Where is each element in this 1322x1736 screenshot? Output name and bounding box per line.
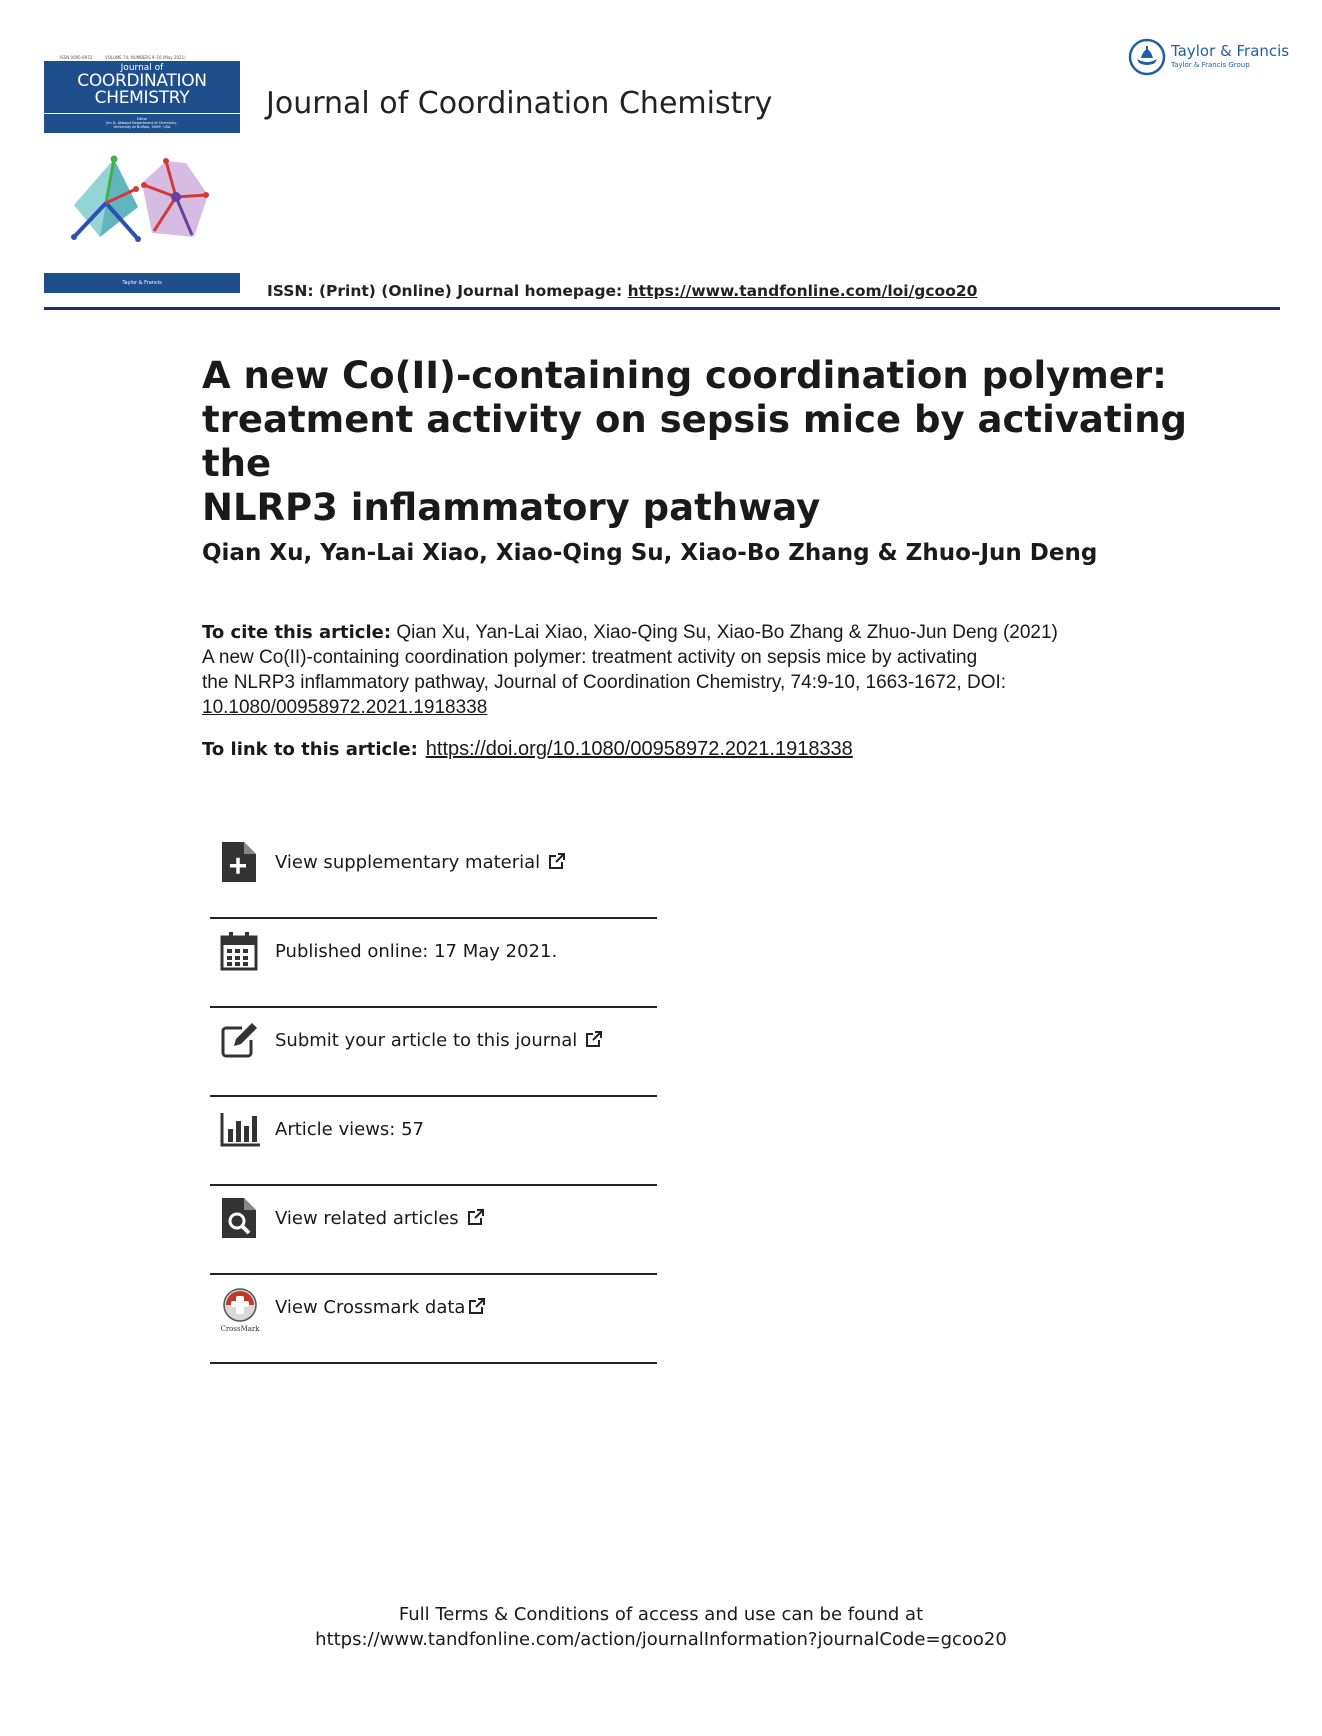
cover-molecule-image — [66, 155, 216, 245]
cover-journal-of: Journal of — [120, 63, 164, 73]
submit-article[interactable]: Submit your article to this journal — [210, 1008, 657, 1097]
journal-homepage-link[interactable]: https://www.tandfonline.com/loi/gcoo20 — [627, 282, 978, 300]
journal-title[interactable]: Journal of Coordination Chemistry — [266, 86, 773, 121]
search-document-icon — [220, 1198, 260, 1238]
article-authors: Qian Xu, Yan-Lai Xiao, Xiao-Qing Su, Xiao-Bo Zhang & Zhuo-Jun Deng — [202, 540, 1098, 566]
cover-journal-name-1: COORDINATION — [77, 71, 207, 91]
link-label: To link to this article: — [202, 739, 418, 760]
published-online: Published online: 17 May 2021. — [210, 919, 657, 1008]
publisher-group: Taylor & Francis Group — [1171, 61, 1250, 69]
publisher-logo-icon — [1128, 38, 1166, 76]
external-link-icon — [548, 852, 566, 870]
cover-publisher-logo: Taylor & Francis — [122, 280, 162, 286]
publisher-name: Taylor & Francis — [1171, 42, 1290, 60]
view-related-articles[interactable]: View related articles — [210, 1186, 657, 1275]
article-views: Article views: 57 — [210, 1097, 657, 1186]
cover-publisher-band — [44, 273, 240, 293]
issn-homepage-line — [267, 282, 977, 300]
action-divider — [210, 1362, 657, 1364]
article-doi-link[interactable]: https://doi.org/10.1080/00958972.2021.1918338 — [425, 738, 853, 760]
cover-title-band — [44, 61, 240, 113]
external-link-icon — [467, 1208, 485, 1226]
cite-label: To cite this article: — [202, 622, 392, 643]
view-crossmark-data[interactable]: CrossMark View Crossmark data — [210, 1275, 657, 1364]
cover-editor-band: Editor Jim D. Atwood Department of Chemistry, University at Buffalo, SUNY, USA — [44, 114, 240, 133]
article-title: A new Co(II)-containing coordination polymer: treatment activity on sepsis mice by activating the NLRP3 inflammatory pathway — [202, 354, 1188, 529]
add-file-icon — [220, 842, 260, 882]
crossmark-icon — [220, 1287, 260, 1333]
external-link-icon — [585, 1030, 603, 1048]
svg-text:CrossMark: CrossMark — [220, 1325, 260, 1333]
publisher-logo[interactable] — [1128, 38, 1288, 78]
external-link-icon — [468, 1297, 486, 1315]
cover-journal-name-2: CHEMISTRY — [94, 88, 190, 108]
citation-block: To cite this article: Qian Xu, Yan-Lai Xiao, Xiao-Qing Su, Xiao-Bo Zhang & Zhuo-Jun Deng (2021) A new Co(II)-containing coordination polymer: treatment activity on sepsis mice by activating the NLRP3 inflammatory pathway, Journal of Coordination Chemistry, 74:9-10, 1663-1672, DOI: 10.1080/00958972.2021.1918338 — [202, 622, 1058, 718]
article-link-line — [202, 738, 853, 761]
bar-chart-icon — [220, 1109, 260, 1149]
footer-terms-link[interactable]: https://www.tandfonline.com/action/journalInformation?journalCode=gcoo20 — [315, 1629, 1007, 1650]
header-divider — [44, 307, 1280, 310]
footer-terms — [0, 1602, 1322, 1652]
footer-line-1: Full Terms & Conditions of access and use can be found at — [398, 1604, 924, 1625]
issn-text: ISSN: (Print) (Online) Journal homepage: — [267, 282, 628, 300]
calendar-icon — [220, 931, 260, 971]
journal-cover[interactable] — [44, 55, 240, 295]
citation-doi-link[interactable]: 10.1080/00958972.2021.1918338 — [202, 697, 488, 718]
edit-icon — [220, 1020, 260, 1060]
article-actions-list — [210, 830, 657, 1364]
cover-top-line: ISSN 0095-8972 VOLUME 74, NUMBERS 9–10 (May 2021) — [60, 55, 186, 60]
view-supplementary-material[interactable]: View supplementary material — [210, 830, 657, 919]
